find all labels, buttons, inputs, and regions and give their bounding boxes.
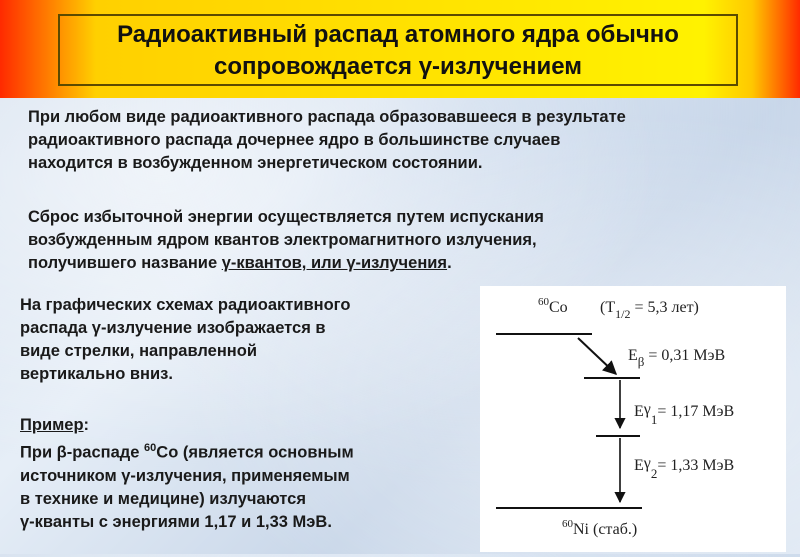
half-life-label: ($T_{1/2} = 5,3$ лет) (600, 299, 699, 321)
gamma-2-energy-label: $E\gamma_2= 1,33$ МэВ (634, 455, 735, 481)
text-fragment: получившего название (28, 254, 222, 272)
gamma-1-energy-label: $E\gamma_1= 1,17$ МэВ (634, 401, 735, 427)
text-line: При β-распаде $^{60}$Co (является основным (20, 442, 354, 462)
text-line: γ-кванты с энергиями 1,17 и 1,33 МэВ. (20, 512, 332, 531)
decay-scheme-diagram (480, 286, 786, 552)
text-line: При любом виде радиоактивного распада образовавшееся в результате (28, 108, 626, 126)
text-line: распада γ-излучение изображается в (20, 319, 326, 337)
text-line: в технике и медицине) излучаются (20, 489, 306, 508)
text-line: На графических схемах радиоактивного (20, 296, 351, 314)
beta-decay-arrow (578, 338, 616, 374)
text-line (28, 252, 788, 275)
paragraph-excited-state (28, 106, 788, 175)
text-line: Сброс избыточной энергии осуществляется путем испускания (28, 208, 544, 226)
text-line: радиоактивного распада дочернее ядро в большинстве случаев (28, 131, 561, 149)
title-band (0, 0, 800, 98)
text-line: источником γ-излучения, применяемым (20, 466, 350, 485)
gamma-term-underlined: γ-квантов, или γ-излучения (221, 254, 448, 272)
example-block (20, 414, 450, 534)
text-fragment: . (447, 254, 452, 272)
parent-nucleus-label: $^{60}$Co (538, 296, 568, 316)
example-heading: Пример: (20, 416, 90, 434)
paragraph-energy-release (28, 206, 788, 275)
text-line: возбужденным ядром квантов электромагнитного излучения, (28, 231, 537, 249)
text-line: находится в возбужденном энергетическом состоянии. (28, 154, 483, 172)
title-line-2: сопровождается γ-излучением (214, 53, 582, 80)
paragraph-diagram-convention (20, 294, 440, 386)
beta-energy-label: $E_\beta = 0,31$ МэВ (628, 347, 726, 369)
page-title (58, 14, 738, 86)
daughter-nucleus-label: $^{60}$Ni (стаб.) (562, 518, 638, 538)
decay-scheme-svg (480, 286, 786, 552)
text-line: виде стрелки, направленной (20, 342, 257, 360)
title-line-1: Радиоактивный распад атомного ядра обычно (117, 21, 679, 48)
mass-number: 60 (144, 442, 157, 454)
text-line: вертикально вниз. (20, 365, 173, 383)
